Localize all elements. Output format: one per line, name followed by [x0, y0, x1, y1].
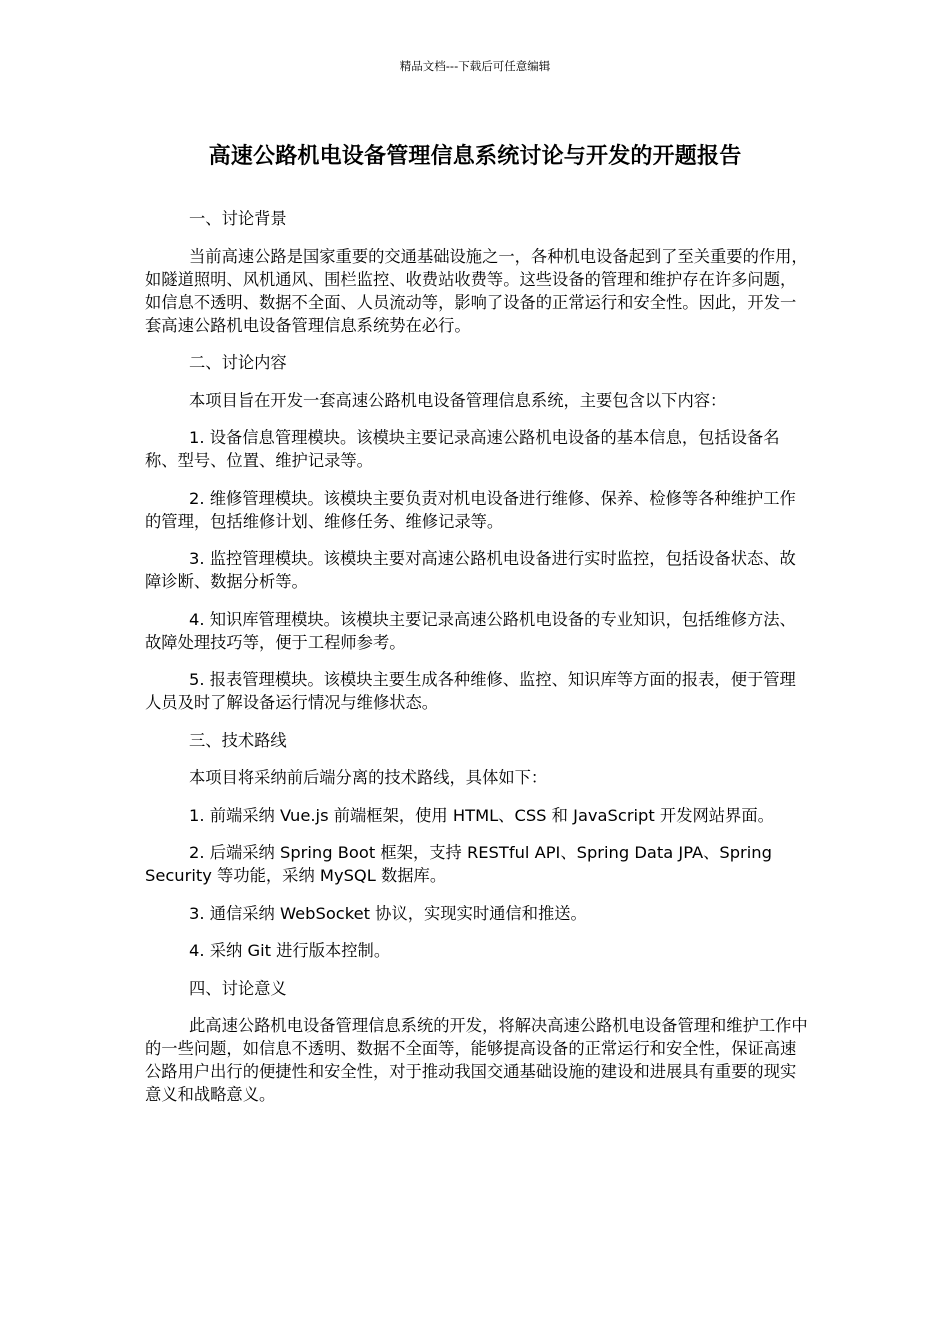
- paragraph-significance: 此高速公路机电设备管理信息系统的开发，将解决高速公路机电设备管理和维护工作中的一些问题，如信息不透明、数据不全面等，能够提高设备的正常运行和安全性，保证高速公路用户出行的便捷性和安全性，对于推动我国交通基础设施的建设和进展具有重要的现实意义和战略意义。: [145, 1016, 808, 1104]
- section-heading-content: 二、讨论内容: [189, 353, 287, 372]
- paragraph-module-5: 5. 报表管理模块。该模块主要生成各种维修、监控、知识库等方面的报表，便于管理人员及时了解设备运行情况与维修状态。: [145, 670, 796, 712]
- paragraph-module-4: 4. 知识库管理模块。该模块主要记录高速公路机电设备的专业知识，包括维修方法、故障处理技巧等，便于工程师参考。: [145, 609, 796, 652]
- document-body: [145, 207, 810, 1121]
- section-heading-tech: 三、技术路线: [189, 730, 287, 750]
- paragraph-tech-1: 1. 前端采纳 Vue.js 前端框架，使用 HTML、CSS 和 JavaScript 开发网站界面。: [189, 805, 774, 825]
- document-title: 高速公路机电设备管理信息系统讨论与开发的开题报告: [208, 144, 742, 169]
- paragraph-tech-3: 3. 通信采纳 WebSocket 协议，实现实时通信和推送。: [189, 903, 587, 923]
- paragraph-tech-4: 4. 采纳 Git 进行版本控制。: [189, 941, 391, 960]
- paragraph-background: 当前高速公路是国家重要的交通基础设施之一，各种机电设备起到了至关重要的作用，如隧道照明、风机通风、围栏监控、收费站收费等。这些设备的管理和维护存在许多问题，如信息不透明、数据不全面、人员流动等，影响了设备的正常运行和安全性。因此，开发一套高速公路机电设备管理信息系统势在必行。: [145, 246, 808, 335]
- section-heading-background: 一、讨论背景: [189, 209, 287, 228]
- section-heading-significance: 四、讨论意义: [189, 978, 287, 998]
- paragraph-content-intro: 本项目旨在开发一套高速公路机电设备管理信息系统，主要包含以下内容：: [189, 390, 727, 410]
- header-note: 精品文档---下载后可任意编辑: [399, 59, 551, 73]
- paragraph-tech-intro: 本项目将采纳前后端分离的技术路线，具体如下：: [189, 768, 548, 787]
- paragraph-module-1: 1. 设备信息管理模块。该模块主要记录高速公路机电设备的基本信息，包括设备名称、型号、位置、维护记录等。: [145, 428, 780, 470]
- paragraph-tech-2: 2. 后端采纳 Spring Boot 框架，支持 RESTful API、Spring Data JPA、Spring Security 等功能，采纳 MySQL 数据库。: [145, 843, 772, 885]
- paragraph-module-2: 2. 维修管理模块。该模块主要负责对机电设备进行维修、保养、检修等各种维护工作的管理，包括维修计划、维修任务、维修记录等。: [145, 488, 796, 531]
- paragraph-module-3: 3. 监控管理模块。该模块主要对高速公路机电设备进行实时监控，包括设备状态、故障诊断、数据分析等。: [145, 549, 796, 591]
